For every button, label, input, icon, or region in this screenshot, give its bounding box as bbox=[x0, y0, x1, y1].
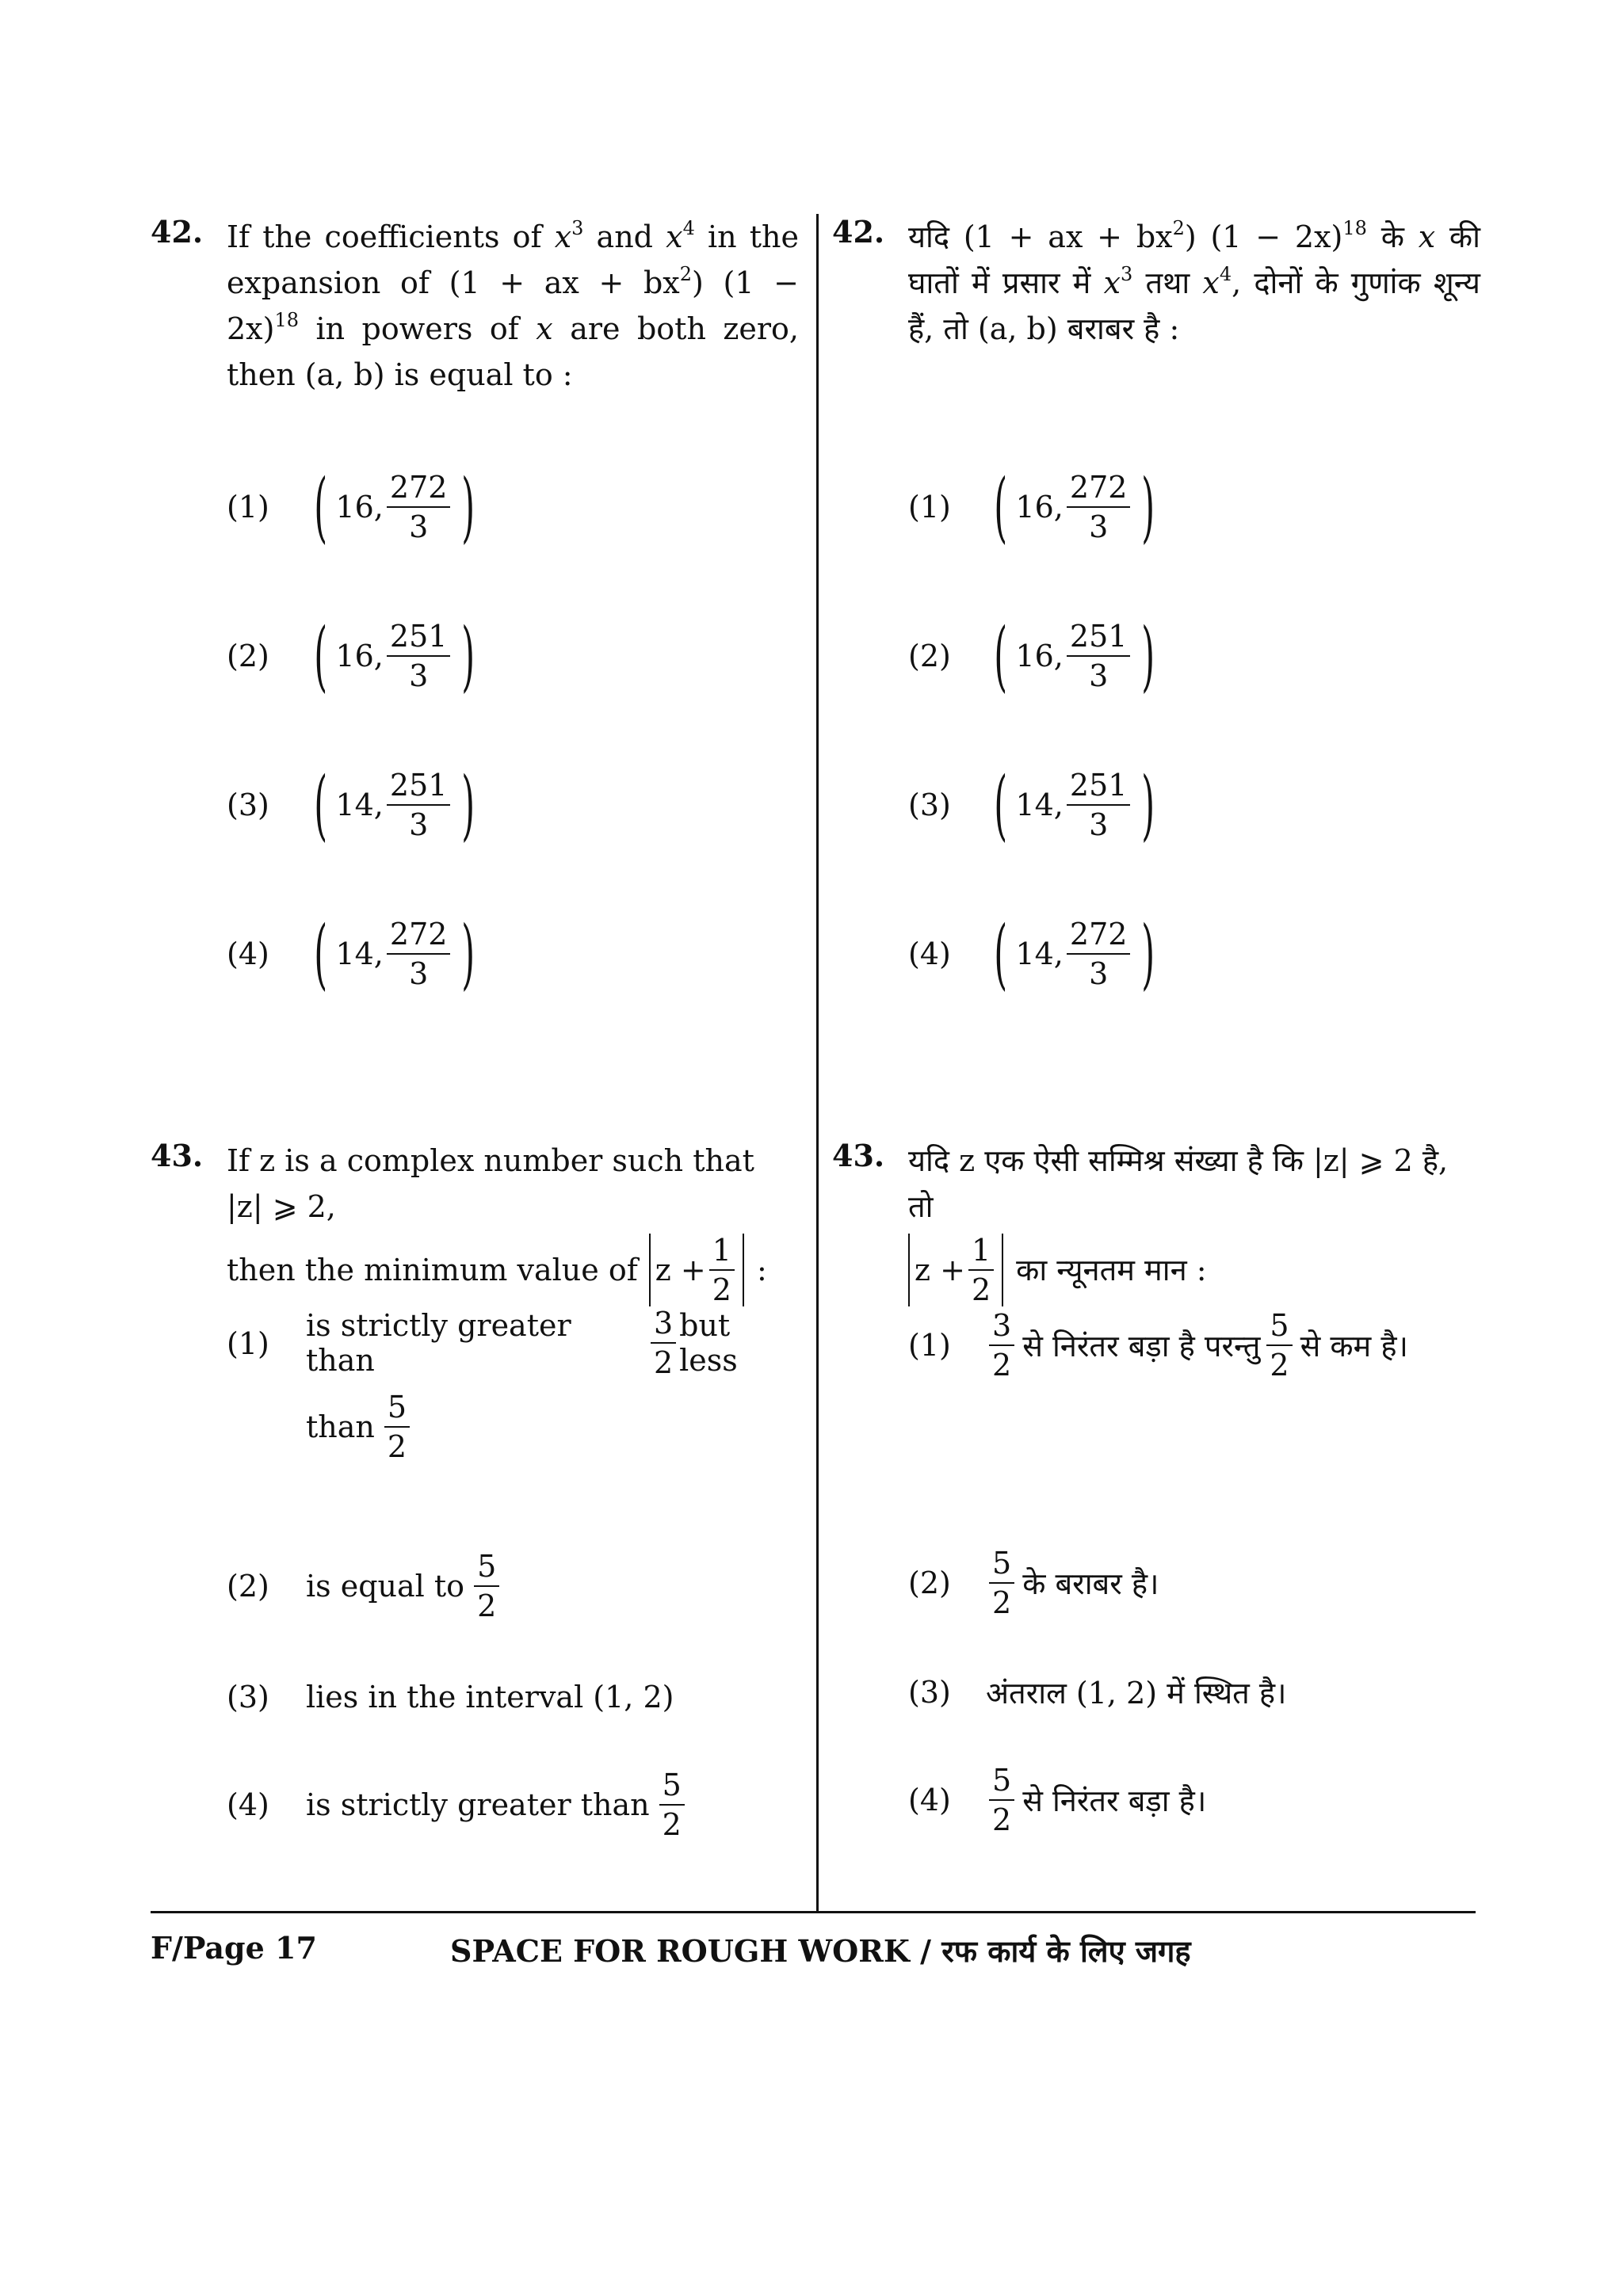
option-2[interactable]: (2) ( 16, $\frac{251}{3}$ ) bbox=[227, 616, 483, 696]
column-divider bbox=[816, 214, 819, 1911]
footer-rule bbox=[151, 1911, 1476, 1913]
option-2[interactable]: (2) ( 16, $\frac{251}{3}$ ) bbox=[908, 616, 1163, 696]
option-2[interactable]: (2) is equal to $\frac{5}{2}$ bbox=[227, 1547, 502, 1626]
question-text: If the coefficients of $x^3$ and $x^4$ in the expansion of (1 + ax + $bx^2$) $(1 - 2x)^{18}$ in powers of x are both zero, then (a, b) is equal to : bbox=[227, 217, 799, 392]
option-value: ( 16, $\frac{251}{3}$ ) bbox=[314, 612, 475, 700]
option-value: ( 14, $\frac{272}{3}$ ) bbox=[314, 910, 475, 998]
option-1[interactable]: (1) is strictly greater than $\frac{3}{2}$ but less than $\frac{5}{2}$ bbox=[227, 1306, 738, 1464]
question-number: 43. bbox=[151, 1138, 204, 1173]
question-number: 42. bbox=[832, 214, 885, 250]
option-value: ( 14, $\frac{251}{3}$ ) bbox=[994, 761, 1155, 849]
option-value: ( 16, $\frac{272}{3}$ ) bbox=[314, 463, 475, 551]
option-1[interactable]: (1) ( 16, $\frac{272}{3}$ ) bbox=[227, 467, 483, 547]
option-value: ( 16, $\frac{251}{3}$ ) bbox=[994, 612, 1155, 700]
option-value: ( 14, $\frac{272}{3}$ ) bbox=[994, 910, 1155, 998]
hindi-column bbox=[832, 214, 1482, 1911]
question-text: यदि z एक ऐसी सम्मिश्र संख्या है कि |z| ⩾ 2 है, तो z + $\frac{1}{2}$ का न्यूनतम मान : bbox=[908, 1143, 1449, 1307]
option-value: ( 16, $\frac{272}{3}$ ) bbox=[994, 463, 1155, 551]
option-4[interactable]: (4) ( 14, $\frac{272}{3}$ ) bbox=[227, 914, 483, 994]
option-1[interactable]: (1) ( 16, $\frac{272}{3}$ ) bbox=[908, 467, 1163, 547]
rough-work-label: SPACE FOR ROUGH WORK / रफ कार्य के लिए जगह bbox=[450, 1933, 1191, 1969]
option-1[interactable]: (1) $\frac{3}{2}$ से निरंतर बड़ा है परन्तु $\frac{5}{2}$ से कम है। bbox=[908, 1308, 1408, 1383]
option-2[interactable]: (2) $\frac{5}{2}$ के बराबर है। bbox=[908, 1546, 1159, 1620]
option-3[interactable]: (3) ( 14, $\frac{251}{3}$ ) bbox=[227, 765, 483, 845]
question-number: 43. bbox=[832, 1138, 885, 1173]
page-number: F/Page 17 bbox=[151, 1930, 317, 1966]
question-text: यदि (1 + ax + $bx^2$) $(1 - 2x)^{18}$ के x की घातों में प्रसार में $x^3$ तथा $x^4$, दोनों के गुणांक शून्य हैं, तो (a, b) बराबर है : bbox=[908, 217, 1480, 346]
option-4[interactable]: (4) ( 14, $\frac{272}{3}$ ) bbox=[908, 914, 1163, 994]
english-column bbox=[151, 214, 800, 1911]
expansion-expr: (1 + ax + $bx^2$) $(1 - 2x)^{18}$ bbox=[227, 263, 799, 346]
option-3[interactable]: (3) lies in the interval (1, 2) bbox=[227, 1680, 674, 1714]
option-3[interactable]: (3) अंतराल (1, 2) में स्थित है। bbox=[908, 1675, 1287, 1711]
question-text: If z is a complex number such that |z| ⩾ 2, then the minimum value of z + $\frac{1}{2}$ : bbox=[227, 1143, 767, 1307]
option-4[interactable]: (4) $\frac{5}{2}$ से निरंतर बड़ा है। bbox=[908, 1763, 1207, 1837]
option-4[interactable]: (4) is strictly greater than $\frac{5}{2}$ bbox=[227, 1765, 688, 1844]
option-3[interactable]: (3) ( 14, $\frac{251}{3}$ ) bbox=[908, 765, 1163, 845]
question-number: 42. bbox=[151, 214, 204, 250]
option-value: ( 14, $\frac{251}{3}$ ) bbox=[314, 761, 475, 849]
